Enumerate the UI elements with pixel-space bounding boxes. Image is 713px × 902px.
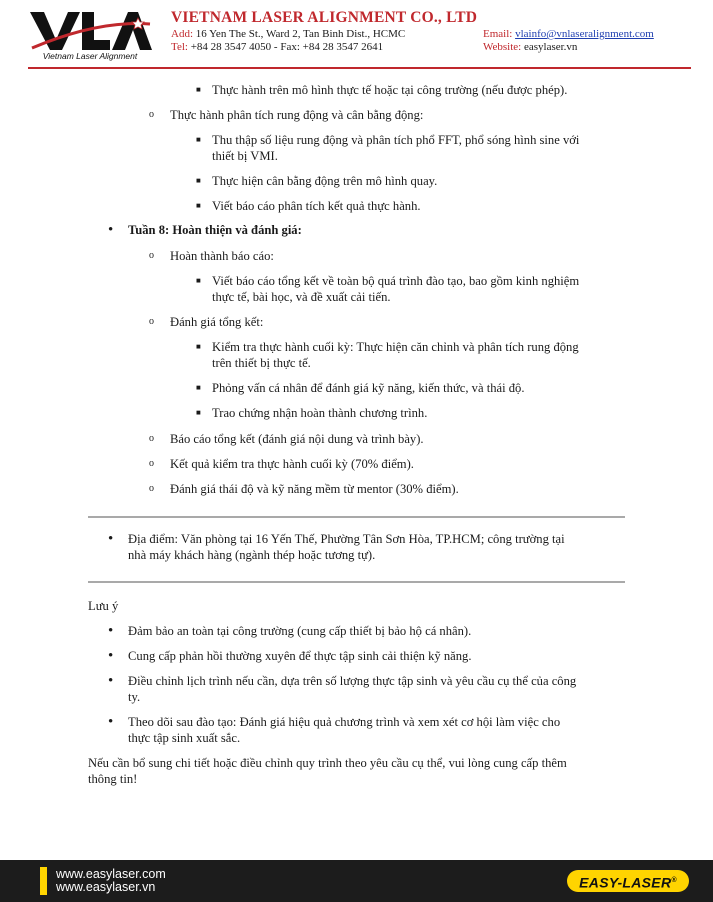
circle-bullet-icon: o [149, 433, 154, 444]
easy-laser-wordmark: EASY-LASER [579, 874, 672, 891]
disc-bullet-icon: • [108, 531, 114, 547]
closing-paragraph-continuation: thông tin! [88, 772, 138, 786]
list-item: Viết báo cáo tổng kết về toàn bộ quá trình đào tạo, bao gồm kinh nghiệm [212, 274, 580, 288]
square-bullet-icon: ■ [196, 201, 201, 210]
disc-bullet-icon: • [108, 714, 114, 730]
square-bullet-icon: ■ [196, 276, 201, 285]
circle-bullet-icon: o [149, 109, 154, 120]
list-item: Thu thập số liệu rung động và phân tích phổ FFT, phổ sóng hình sine với [212, 133, 580, 147]
notes-heading: Lưu ý [88, 599, 119, 613]
square-bullet-icon: ■ [196, 383, 201, 392]
website-label: Website: [483, 41, 522, 53]
list-item-continuation: thực tế, bài học, và đề xuất cải tiến. [212, 290, 391, 304]
footer-website-com[interactable]: www.easylaser.com [56, 867, 166, 881]
list-item: Đánh giá tổng kết: [170, 315, 264, 329]
list-item: Báo cáo tổng kết (đánh giá nội dung và trình bày). [170, 432, 424, 446]
list-item-continuation: trên thiết bị thực tế. [212, 356, 311, 370]
circle-bullet-icon: o [149, 250, 154, 261]
square-bullet-icon: ■ [196, 135, 201, 144]
page-footer [0, 860, 713, 902]
list-item: Kiểm tra thực hành cuối kỳ: Thực hiện căn chỉnh và phân tích rung động [212, 340, 579, 354]
registered-mark: ® [671, 877, 677, 884]
square-bullet-icon: ■ [196, 342, 201, 351]
vla-logo-mark [28, 10, 152, 52]
square-bullet-icon: ■ [196, 408, 201, 417]
list-item: Thực hành trên mô hình thực tế hoặc tại công trường (nếu được phép). [212, 83, 568, 97]
location-item-continuation: nhà máy khách hàng (ngành thép hoặc tương tự). [128, 548, 376, 562]
list-item: Kết quả kiểm tra thực hành cuối kỳ (70% điểm). [170, 457, 414, 471]
section-heading-week-8: Tuần 8: Hoàn thiện và đánh giá: [128, 223, 302, 237]
company-address [171, 28, 405, 40]
note-item: Đảm bảo an toàn tại công trường (cung cấp thiết bị bảo hộ cá nhân). [128, 624, 472, 638]
note-item-continuation: thực tập sinh xuất sắc. [128, 731, 241, 745]
list-item-continuation: thiết bị VMI. [212, 149, 278, 163]
company-email [483, 28, 654, 40]
circle-bullet-icon: o [149, 458, 154, 469]
footer-accent-bar [40, 867, 47, 895]
disc-bullet-icon: • [108, 648, 114, 664]
letterhead [0, 0, 713, 72]
list-item: Hoàn thành báo cáo: [170, 249, 274, 263]
section-divider [88, 581, 625, 583]
tel-label: Tel: [171, 41, 188, 53]
closing-paragraph: Nếu cần bổ sung chi tiết hoặc điều chỉnh quy trình theo yêu cầu cụ thể, vui lòng cung cấp thêm [88, 756, 567, 770]
header-divider [28, 67, 691, 69]
note-item: Theo dõi sau đào tạo: Đánh giá hiệu quả chương trình và xem xét cơ hội làm việc cho [128, 715, 561, 729]
easy-laser-logo [567, 870, 689, 892]
email-link[interactable]: vlainfo@vnlaseralignment.com [515, 28, 654, 40]
company-phone [171, 41, 383, 53]
circle-bullet-icon: o [149, 316, 154, 327]
company-logo [28, 10, 152, 64]
footer-website-vn[interactable]: www.easylaser.vn [56, 880, 156, 894]
list-item: Thực hiện cân bằng động trên mô hình quay. [212, 174, 438, 188]
list-item: Trao chứng nhận hoàn thành chương trình. [212, 406, 428, 420]
disc-bullet-icon: • [108, 673, 114, 689]
company-website [483, 41, 577, 53]
location-item: Địa điểm: Văn phòng tại 16 Yến Thế, Phường Tân Sơn Hòa, TP.HCM; công trường tại [128, 532, 565, 546]
list-item: Phỏng vấn cá nhân để đánh giá kỹ năng, kiến thức, và thái độ. [212, 381, 525, 395]
address-label: Add: [171, 28, 193, 40]
circle-bullet-icon: o [149, 483, 154, 494]
list-item: Viết báo cáo phân tích kết quả thực hành. [212, 199, 421, 213]
square-bullet-icon: ■ [196, 176, 201, 185]
company-name: VIETNAM LASER ALIGNMENT CO., LTD [171, 9, 478, 26]
logo-tagline: Vietnam Laser Alignment [42, 51, 138, 61]
list-item: Đánh giá thái độ và kỹ năng mềm từ mentor (30% điểm). [170, 482, 459, 496]
address-value: 16 Yen The St., Ward 2, Tan Binh Dist., HCMC [195, 28, 406, 40]
disc-bullet-icon: • [108, 623, 114, 639]
website-value: easylaser.vn [523, 41, 578, 53]
disc-bullet-icon: • [108, 222, 114, 238]
phone-value: +84 28 3547 4050 - Fax: +84 28 3547 2641 [190, 41, 384, 53]
section-divider [88, 516, 625, 518]
note-item-continuation: ty. [128, 690, 141, 704]
note-item: Cung cấp phản hồi thường xuyên để thực tập sinh cải thiện kỹ năng. [128, 649, 472, 663]
square-bullet-icon: ■ [196, 85, 201, 94]
note-item: Điều chỉnh lịch trình nếu cần, dựa trên số lượng thực tập sinh và yêu cầu cụ thể của công [128, 674, 577, 688]
email-label: Email: [483, 28, 513, 40]
list-item: Thực hành phân tích rung động và cân bằng động: [170, 108, 424, 122]
